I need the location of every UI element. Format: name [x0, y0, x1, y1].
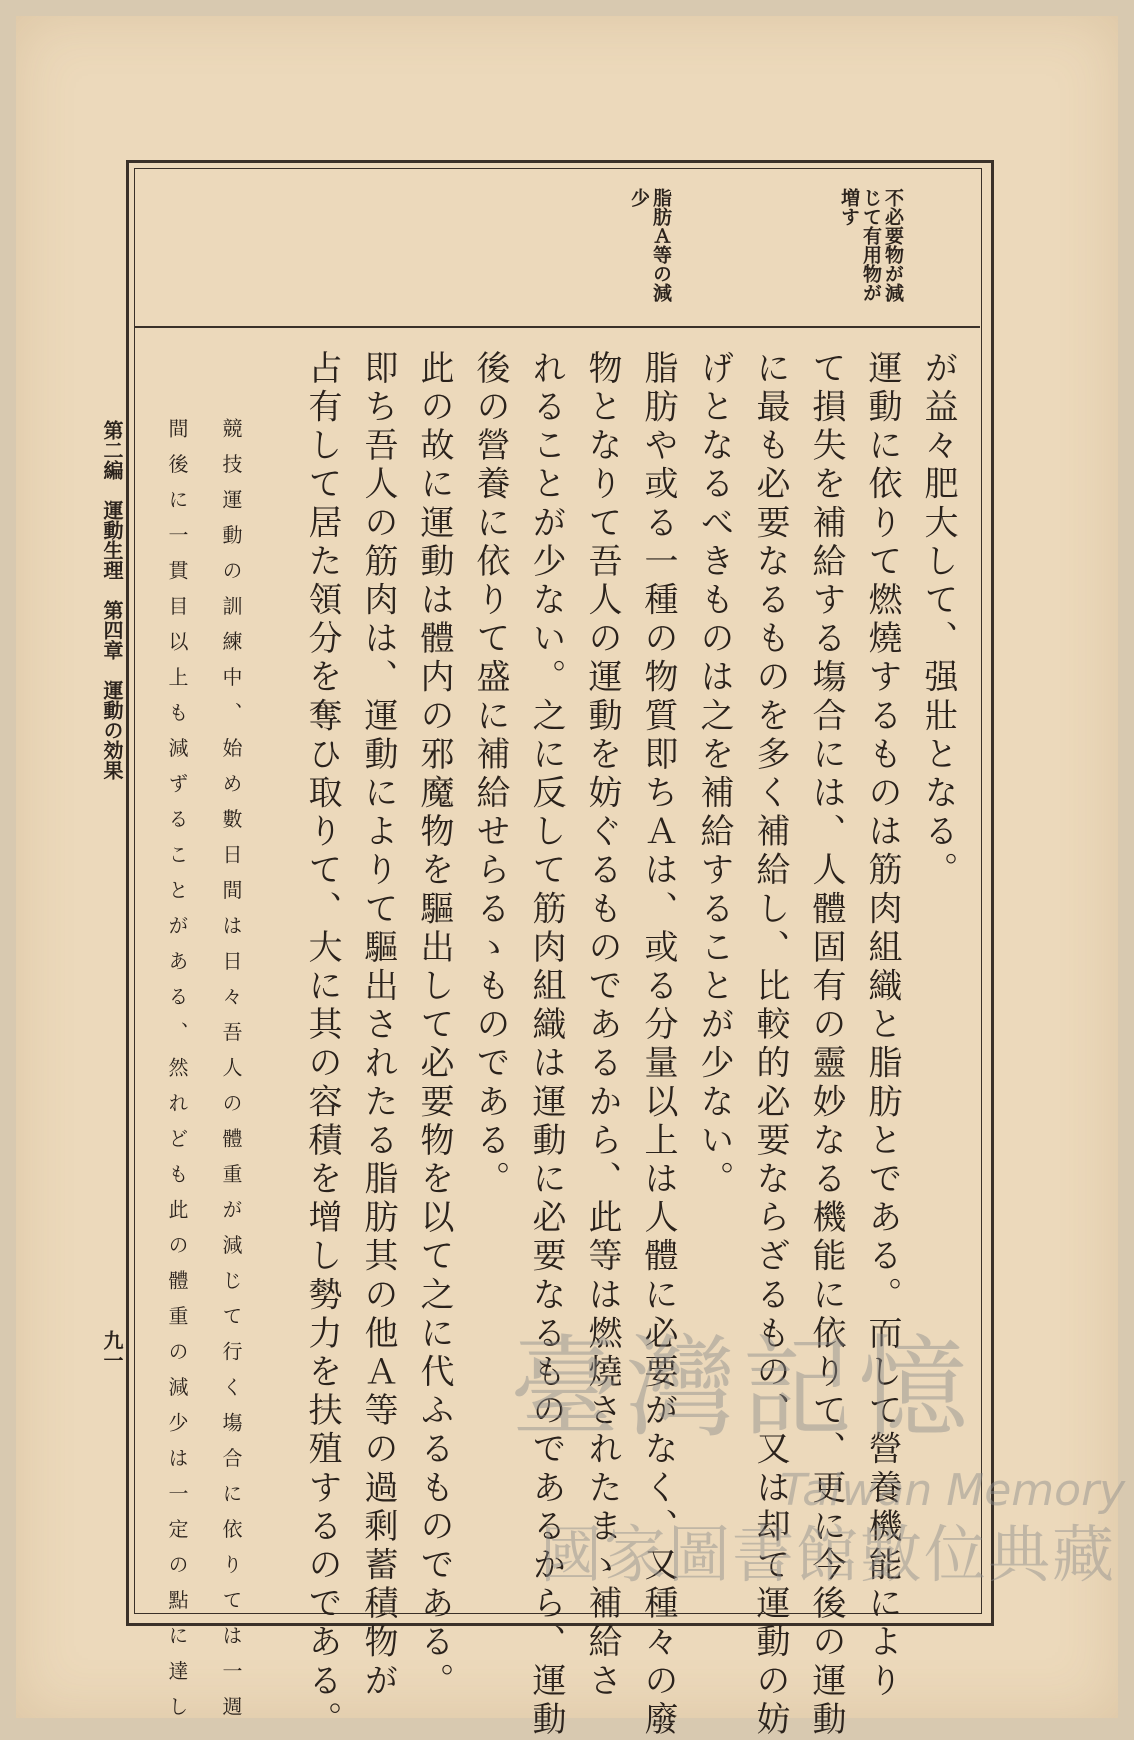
watermark-english: Taiwan Memory	[780, 1465, 1126, 1516]
watermark	[500, 1300, 1126, 1600]
body-line-12: 占有して居た領分を奪ひ取りて、大に其の容積を增し勢力を扶殖するのである。	[302, 350, 342, 1740]
body-line-3: て損失を補給する塲合には、人體固有の靈妙なる機能に依りて、更に今後の運動	[806, 350, 846, 1740]
body-line-5: げとなるべきものは之を補給することが少ない。	[694, 350, 734, 1200]
body-line-10: 此の故に運動は體内の邪魔物を驅出して必要物を以て之に代ふるものである。	[414, 350, 454, 1701]
body-line-1: が益々肥大して、强壯となる。	[918, 350, 958, 891]
body-line-8: れることが少ない。之に反して筋肉組織は運動に必要なるものであるから、運動	[526, 350, 566, 1740]
small-note-line-1: 競技運動の訓練中、始め數日間は日々吾人の體重が減じて行く塲合に依りては一週	[219, 418, 243, 1732]
body-line-2: 運動に依りて燃燒するものは筋肉組織と脂肪とである。而して營養機能により	[862, 350, 902, 1701]
margin-note-divider	[134, 326, 980, 328]
body-line-6: 脂肪や或る一種の物質即ちＡは、或る分量以上は人體に必要がなく、又種々の廢	[638, 350, 678, 1740]
watermark-sub: 國家圖書館數位典藏	[540, 1518, 1117, 1591]
running-head: 第二編 運動生理 第四章 運動の効果	[100, 420, 124, 780]
small-note-line-2: 間後に一貫目以上も減ずることがある、然れども此の體重の減少は一定の點に達し	[165, 418, 189, 1732]
body-line-4: に最も必要なるものを多く補給し、比較的必要ならざるもの、又は却て運動の妨	[750, 350, 790, 1740]
body-line-11: 即ち吾人の筋肉は、運動によりて驅出されたる脂肪其の他Ａ等の過剩蓄積物が	[358, 350, 398, 1701]
body-line-7: 物となりて吾人の運動を妨ぐるものであるから、此等は燃燒されたまゝ補給さ	[582, 350, 622, 1701]
margin-note-1: 不必要物が減 じて有用物が 増す	[838, 188, 904, 302]
page-number: 九一	[100, 1330, 124, 1370]
watermark-main: 臺灣記憶	[510, 1324, 974, 1452]
margin-note-2: 脂肪Ａ等の減 少	[628, 188, 672, 302]
body-line-9: 後の營養に依りて盛に補給せらるゝものである。	[470, 350, 510, 1200]
